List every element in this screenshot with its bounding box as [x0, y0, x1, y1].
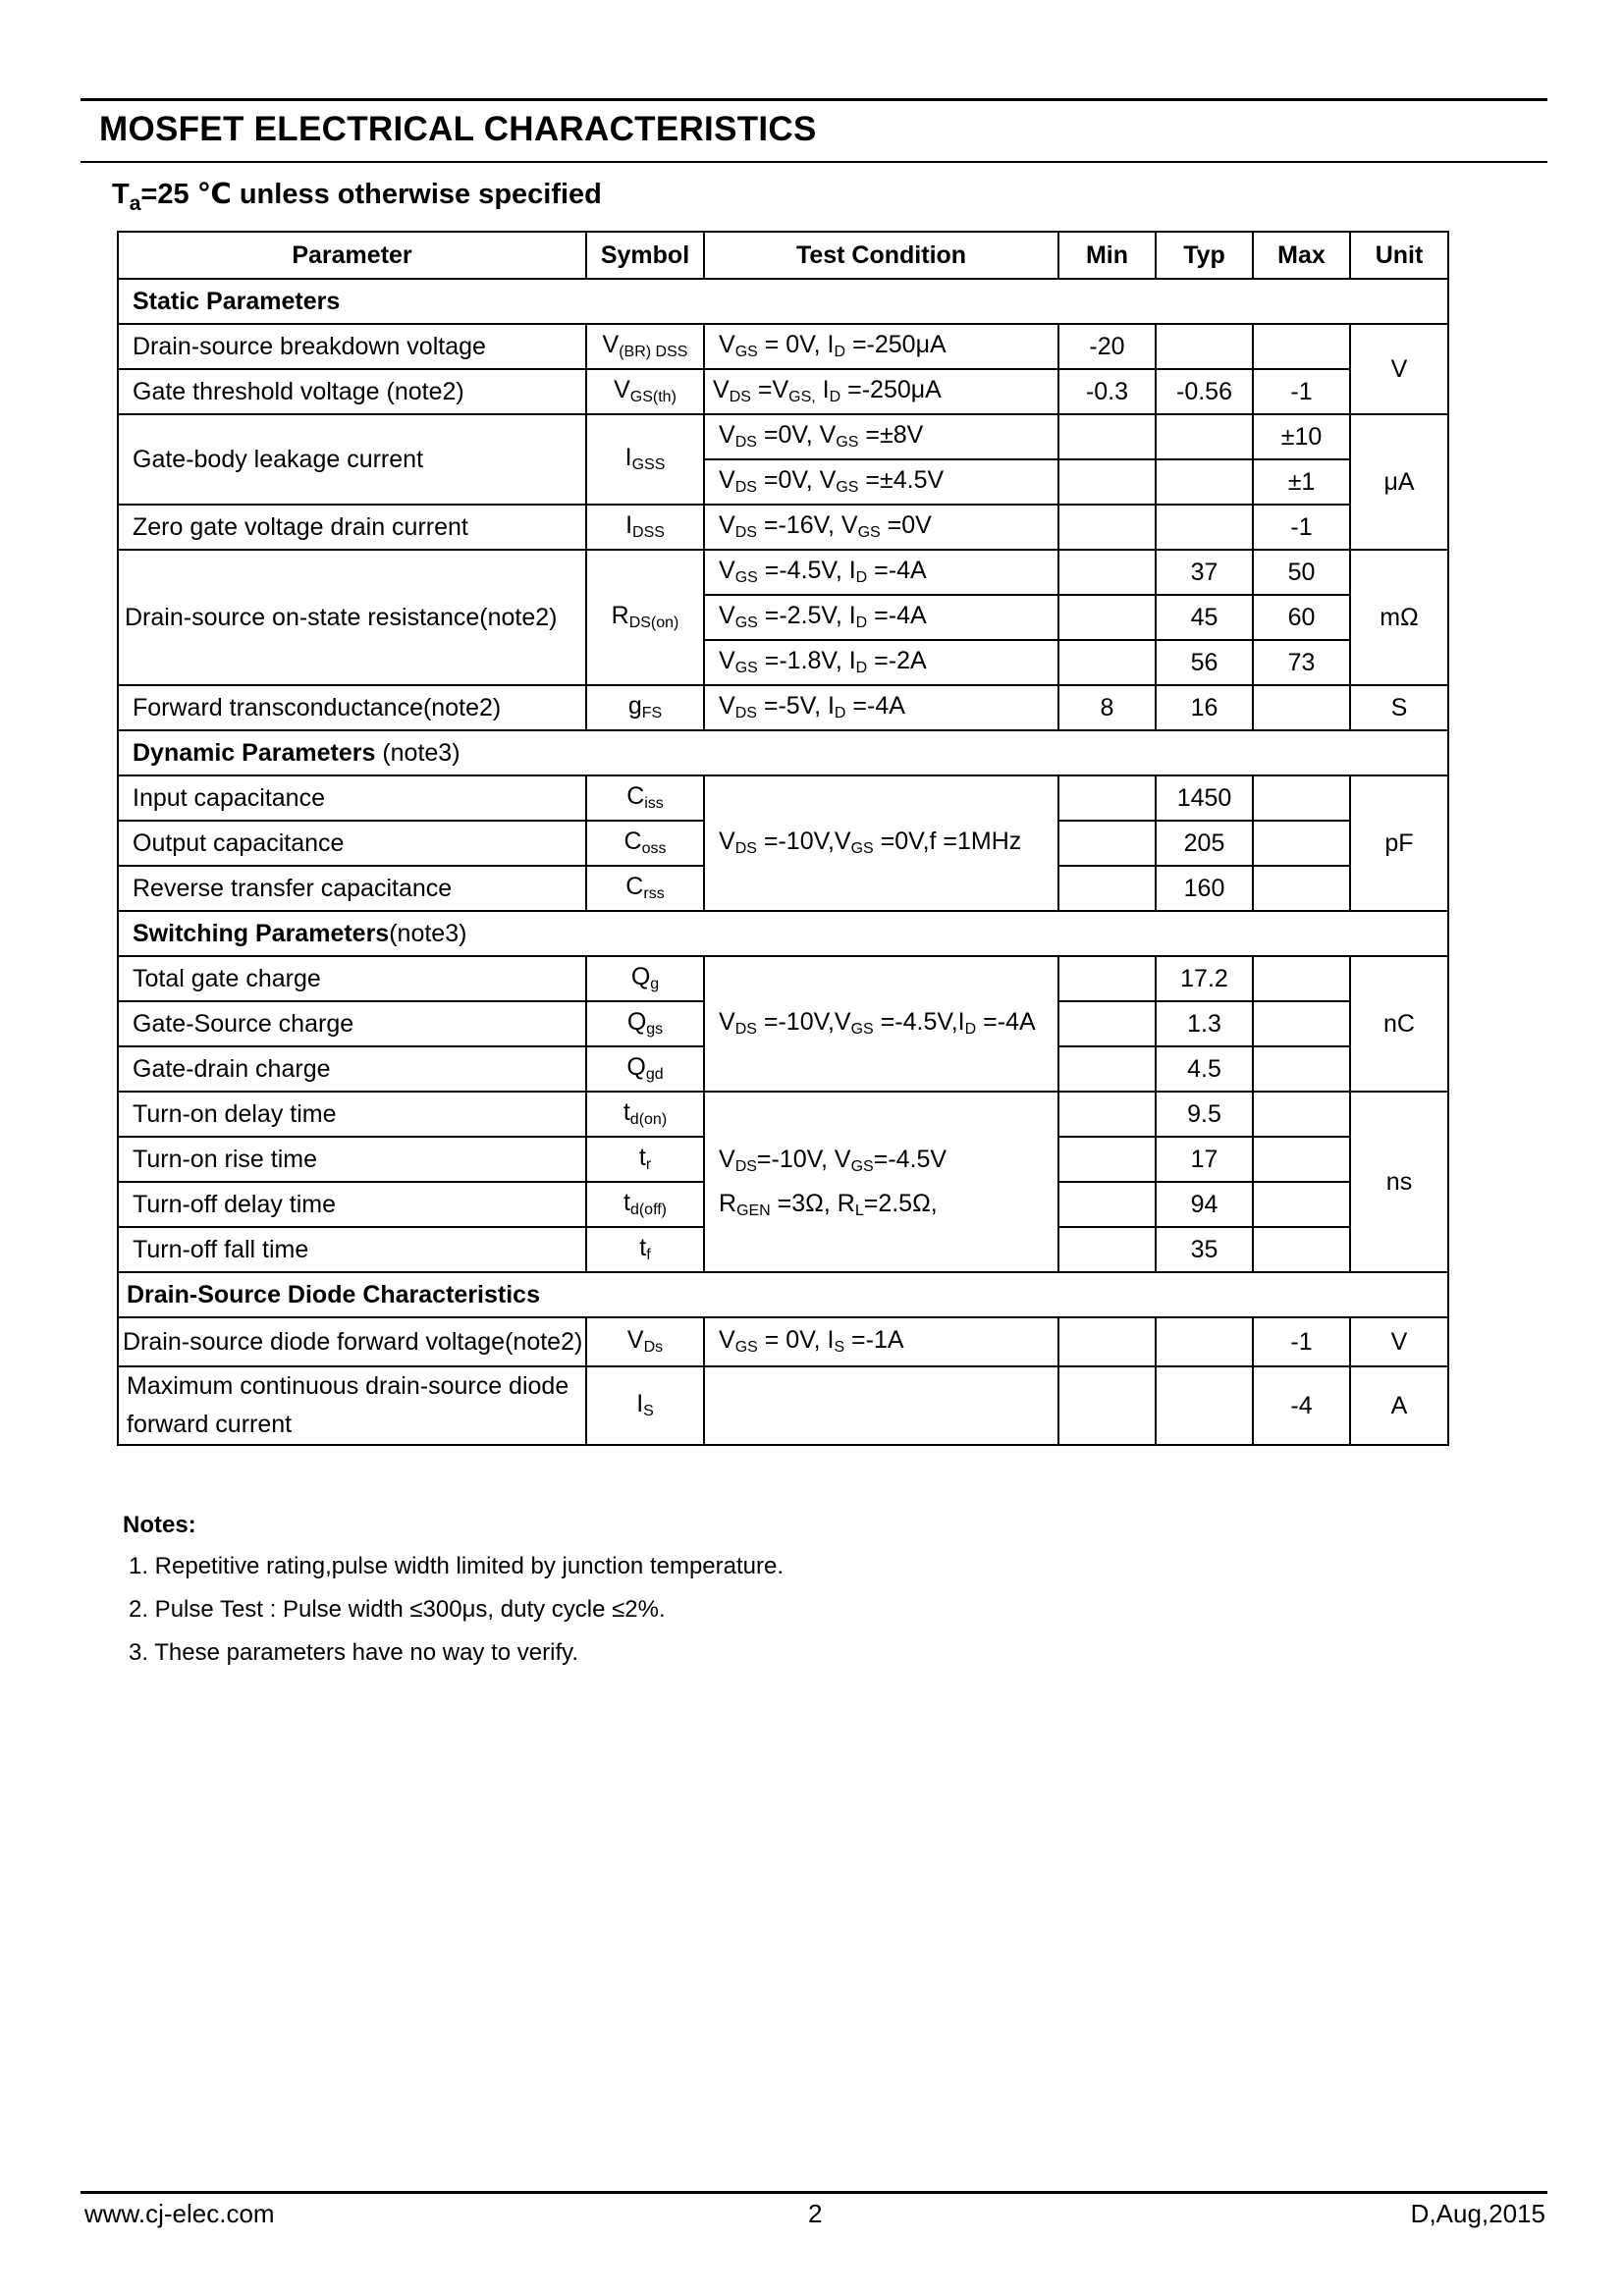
typ-cell: 17.2: [1156, 956, 1253, 1001]
max-cell: [1253, 821, 1350, 866]
param-cell: Turn-off fall time: [118, 1227, 586, 1272]
cond-main: V: [719, 1326, 735, 1355]
param-cell: Maximum continuous drain-source diode forward current: [118, 1366, 586, 1445]
max-cell: [1253, 866, 1350, 911]
cond-sub: GS: [857, 524, 881, 542]
cond-sub: L: [854, 1202, 864, 1219]
section-switching-title: Switching Parameters: [133, 919, 390, 947]
cond-sub: DS: [734, 1021, 757, 1039]
sym-sub: S: [643, 1402, 654, 1419]
cond-text: =-250μA: [845, 331, 947, 359]
sym-sub: f: [646, 1247, 651, 1264]
condition-cell: [704, 369, 1058, 414]
sym-sub: FS: [641, 705, 663, 722]
sym-main: I: [625, 511, 633, 540]
max-cell: [1253, 1182, 1350, 1227]
section-switching: [118, 911, 1448, 956]
subtitle-t: T: [112, 179, 130, 210]
unit-cell: pF: [1350, 775, 1448, 911]
min-cell: [1058, 459, 1156, 505]
cond-sub: D: [964, 1021, 977, 1039]
section-dynamic-note: (note3): [375, 738, 460, 767]
unit-cell: V: [1350, 324, 1448, 414]
cond-sub: GS: [836, 434, 859, 452]
min-cell: [1058, 1366, 1156, 1445]
section-row: [118, 1272, 1448, 1317]
condition-cell: [704, 1092, 1058, 1272]
min-cell: [1058, 866, 1156, 911]
cond-text: =3Ω, R: [770, 1190, 855, 1217]
max-cell: [1253, 685, 1350, 730]
min-cell: -20: [1058, 324, 1156, 369]
cond-main: V: [719, 1008, 735, 1037]
cond-text: =-4A: [976, 1008, 1036, 1037]
col-header-symbol: Symbol: [586, 232, 704, 279]
min-cell: [1058, 414, 1156, 459]
cond-main: V: [719, 647, 735, 675]
param-cell: Turn-on delay time: [118, 1092, 586, 1137]
typ-cell: 9.5: [1156, 1092, 1253, 1137]
subtitle-sub: a: [129, 191, 141, 215]
cond-sub: DS: [734, 1158, 757, 1175]
symbol-cell: [586, 324, 704, 369]
cond-text: =-4A: [845, 692, 905, 721]
max-cell: ±10: [1253, 414, 1350, 459]
sym-sub: d(off): [629, 1201, 667, 1219]
table-row: [118, 505, 1448, 550]
typ-cell: [1156, 1317, 1253, 1366]
cond-sub: GEN: [736, 1202, 771, 1219]
table-header-row: [118, 232, 1448, 279]
typ-cell: 35: [1156, 1227, 1253, 1272]
typ-cell: 16: [1156, 685, 1253, 730]
symbol-cell: [586, 1137, 704, 1182]
col-header-max: Max: [1253, 232, 1350, 279]
sym-main: I: [636, 1389, 644, 1417]
section-switching-note: (note3): [389, 919, 467, 947]
unit-cell: A: [1350, 1366, 1448, 1445]
typ-cell: [1156, 459, 1253, 505]
typ-cell: 4.5: [1156, 1046, 1253, 1092]
unit-cell: nC: [1350, 956, 1448, 1092]
param-cell: Gate threshold voltage (note2): [118, 369, 586, 414]
table-row: [118, 550, 1448, 595]
symbol-cell: [586, 414, 704, 505]
min-cell: [1058, 595, 1156, 640]
condition-cell: [704, 1317, 1058, 1366]
cond-text: =-4.5V: [873, 1146, 947, 1173]
max-cell: [1253, 324, 1350, 369]
top-rule: [81, 98, 1547, 101]
condition-cell: [704, 505, 1058, 550]
sym-main: Q: [626, 1008, 647, 1037]
sym-sub: DSS: [632, 524, 665, 542]
unit-cell: ns: [1350, 1092, 1448, 1272]
symbol-cell: [586, 550, 704, 685]
table-row: [118, 324, 1448, 369]
condition-cell: [704, 640, 1058, 685]
symbol-cell: [586, 775, 704, 821]
param-cell: Zero gate voltage drain current: [118, 505, 586, 550]
cond-text: =±4.5V: [858, 466, 945, 495]
cond-text: = 0V,: [757, 1326, 828, 1355]
sym-sub: r: [645, 1156, 652, 1174]
min-cell: [1058, 1092, 1156, 1137]
min-cell: [1058, 1001, 1156, 1046]
min-cell: 8: [1058, 685, 1156, 730]
cond-sub: D: [855, 660, 868, 677]
min-cell: [1058, 505, 1156, 550]
typ-cell: 37: [1156, 550, 1253, 595]
section-static: Static Parameters: [118, 279, 1448, 324]
cond-sub: DS: [734, 434, 757, 452]
cond-main: I: [827, 1326, 835, 1355]
cond-main: V: [713, 376, 730, 404]
cond-sub: D: [855, 569, 868, 587]
sym-sub: GSS: [631, 456, 666, 474]
cond-main: V: [719, 331, 735, 359]
symbol-cell: [586, 956, 704, 1001]
cond-text: =-4A: [867, 602, 927, 630]
min-cell: [1058, 821, 1156, 866]
cond-text: =-1.8V,: [757, 647, 849, 675]
cond-sub: D: [829, 389, 841, 406]
cond-sub: GS,: [788, 389, 816, 406]
cond-text: =-4.5V,I: [873, 1008, 965, 1037]
typ-cell: 56: [1156, 640, 1253, 685]
param-cell: Reverse transfer capacitance: [118, 866, 586, 911]
max-cell: -1: [1253, 369, 1350, 414]
cond-sub: DS: [729, 389, 751, 406]
typ-cell: 1.3: [1156, 1001, 1253, 1046]
condition-cell: [704, 324, 1058, 369]
footer-website: www.cj-elec.com: [84, 2199, 275, 2228]
symbol-cell: [586, 369, 704, 414]
min-cell: [1058, 775, 1156, 821]
cond-sub: GS: [850, 1021, 874, 1039]
condition-cell: [704, 685, 1058, 730]
cond-main: V: [719, 1146, 735, 1173]
sym-sub: GS(th): [629, 389, 677, 406]
max-cell: 60: [1253, 595, 1350, 640]
max-cell: -1: [1253, 1317, 1350, 1366]
cond-main: V: [719, 421, 735, 450]
notes-heading: Notes:: [123, 1512, 196, 1538]
cond-text: [816, 376, 823, 403]
sym-sub: g: [650, 976, 660, 993]
cond-text: =±8V: [858, 421, 924, 450]
section-row: [118, 911, 1448, 956]
sym-main: g: [627, 692, 642, 721]
sym-main: t: [623, 1098, 630, 1127]
table-row: [118, 1317, 1448, 1366]
cond-sub: D: [834, 705, 846, 722]
symbol-cell: [586, 685, 704, 730]
cond-main: V: [819, 466, 837, 495]
footer-rule: [81, 2191, 1547, 2194]
cond-text: =-10V,V: [756, 828, 851, 856]
typ-cell: [1156, 505, 1253, 550]
table-row: [118, 685, 1448, 730]
typ-cell: -0.56: [1156, 369, 1253, 414]
cond-main: I: [848, 647, 856, 675]
cond-sub: GS: [734, 660, 758, 677]
max-cell: [1253, 956, 1350, 1001]
cond-sub: GS: [836, 479, 859, 497]
min-cell: [1058, 956, 1156, 1001]
cond-main: V: [819, 421, 837, 450]
sym-main: R: [611, 602, 629, 630]
typ-cell: 45: [1156, 595, 1253, 640]
col-header-parameter: Parameter: [118, 232, 586, 279]
param-cell: Gate-drain charge: [118, 1046, 586, 1092]
max-cell: [1253, 1092, 1350, 1137]
cond-main: I: [827, 692, 835, 721]
cond-text: =0V,: [756, 466, 820, 495]
cond-text: =-5V,: [756, 692, 828, 721]
cond-text: =-4.5V,: [757, 557, 849, 585]
sym-sub: Ds: [643, 1339, 664, 1357]
note-item: 2. Pulse Test : Pulse width ≤300μs, duty cycle ≤2%.: [129, 1596, 666, 1623]
note-item: 1. Repetitive rating,pulse width limited by junction temperature.: [129, 1553, 785, 1579]
cond-main: I: [848, 557, 856, 585]
unit-cell: S: [1350, 685, 1448, 730]
symbol-cell: [586, 1182, 704, 1227]
max-cell: 50: [1253, 550, 1350, 595]
sym-main: I: [624, 444, 632, 472]
cond-main: R: [719, 1190, 737, 1217]
condition-cell: [704, 550, 1058, 595]
footer-page-number: 2: [808, 2199, 823, 2228]
cond-main: I: [848, 602, 856, 630]
sym-main: t: [638, 1144, 646, 1172]
sym-main: V: [614, 376, 630, 404]
section-dynamic: [118, 730, 1448, 775]
symbol-cell: [586, 866, 704, 911]
param-cell: Forward transconductance(note2): [118, 685, 586, 730]
footer-revision: D,Aug,2015: [1410, 2199, 1545, 2228]
section-row: [118, 730, 1448, 775]
max-cell: -1: [1253, 505, 1350, 550]
symbol-cell: [586, 1001, 704, 1046]
cond-text: =-16V,: [756, 511, 841, 540]
symbol-cell: [586, 1092, 704, 1137]
sym-sub: rss: [643, 885, 665, 903]
min-cell: [1058, 550, 1156, 595]
cond-main: V: [719, 602, 735, 630]
title-underline: [81, 161, 1547, 163]
condition-cell: [704, 414, 1058, 459]
cond-main: I: [822, 376, 830, 404]
cond-text: =-250μA: [840, 376, 942, 404]
condition-cell: [704, 595, 1058, 640]
symbol-cell: [586, 1227, 704, 1272]
sym-sub: oss: [641, 840, 667, 858]
min-cell: -0.3: [1058, 369, 1156, 414]
cond-text: =0V,: [756, 421, 820, 450]
note-item: 3. These parameters have no way to verify.: [129, 1639, 579, 1666]
max-cell: ±1: [1253, 459, 1350, 505]
condition-cell: [704, 956, 1058, 1092]
section-diode: Drain-Source Diode Characteristics: [118, 1272, 1448, 1317]
cond-sub: GS: [734, 569, 758, 587]
cond-sub: DS: [734, 705, 757, 722]
param-cell: Turn-off delay time: [118, 1182, 586, 1227]
condition-cell: [704, 1366, 1058, 1445]
cond-main: I: [827, 331, 835, 359]
sym-sub: gd: [645, 1066, 664, 1084]
typ-cell: [1156, 414, 1253, 459]
cond-text: =V: [750, 376, 789, 404]
symbol-cell: [586, 505, 704, 550]
cond-text: =-2.5V,: [757, 602, 849, 630]
cond-main: V: [719, 511, 735, 540]
max-cell: [1253, 1137, 1350, 1182]
cond-sub: DS: [734, 840, 757, 858]
sym-main: Q: [626, 1053, 646, 1082]
sym-main: t: [623, 1189, 630, 1217]
col-header-min: Min: [1058, 232, 1156, 279]
sym-main: t: [639, 1234, 647, 1262]
typ-cell: [1156, 1366, 1253, 1445]
param-cell: Turn-on rise time: [118, 1137, 586, 1182]
symbol-cell: [586, 1317, 704, 1366]
param-cell: Drain-source on-state resistance(note2): [118, 550, 586, 685]
cond-text: =-1A: [844, 1326, 904, 1355]
condition-cell: [704, 459, 1058, 505]
typ-cell: 205: [1156, 821, 1253, 866]
cond-sub: D: [834, 344, 845, 361]
unit-cell: mΩ: [1350, 550, 1448, 685]
cond-sub: GS: [734, 614, 758, 632]
max-cell: [1253, 1227, 1350, 1272]
unit-cell: μA: [1350, 414, 1448, 550]
cond-sub: D: [855, 614, 868, 632]
table-row: [118, 369, 1448, 414]
cond-text: =2.5Ω,: [863, 1190, 938, 1217]
cond-main: V: [719, 828, 735, 856]
typ-cell: 1450: [1156, 775, 1253, 821]
table-row: [118, 1092, 1448, 1137]
min-cell: [1058, 1227, 1156, 1272]
cond-text: =-10V,V: [756, 1008, 851, 1037]
cond-main: V: [719, 466, 735, 495]
col-header-typ: Typ: [1156, 232, 1253, 279]
param-cell: Gate-body leakage current: [118, 414, 586, 505]
param-cell: Total gate charge: [118, 956, 586, 1001]
sym-sub: DS(on): [628, 614, 679, 632]
table-row: [118, 1366, 1448, 1445]
cond-sub: DS: [734, 479, 757, 497]
cond-sub: GS: [734, 1339, 758, 1357]
max-cell: 73: [1253, 640, 1350, 685]
table-row: [118, 775, 1448, 821]
section-dynamic-title: Dynamic Parameters: [133, 738, 376, 767]
min-cell: [1058, 1137, 1156, 1182]
notes-section: [123, 1512, 784, 1682]
typ-cell: 160: [1156, 866, 1253, 911]
cond-sub: GS: [734, 344, 758, 361]
sym-sub: iss: [644, 795, 664, 813]
max-cell: [1253, 1046, 1350, 1092]
sym-main: Q: [630, 963, 651, 991]
condition-subtitle: [112, 177, 602, 216]
min-cell: [1058, 640, 1156, 685]
typ-cell: [1156, 324, 1253, 369]
table-row: [118, 956, 1448, 1001]
condition-cell: [704, 775, 1058, 911]
typ-cell: 17: [1156, 1137, 1253, 1182]
col-header-unit: Unit: [1350, 232, 1448, 279]
sym-main: C: [626, 782, 645, 811]
subtitle-rest: =25 ℃ unless otherwise specified: [140, 179, 602, 210]
sym-main: C: [625, 873, 644, 901]
unit-cell: V: [1350, 1317, 1448, 1366]
section-row: [118, 279, 1448, 324]
col-header-test-condition: Test Condition: [704, 232, 1058, 279]
symbol-cell: [586, 821, 704, 866]
param-cell: Drain-source diode forward voltage(note2): [118, 1317, 586, 1366]
symbol-cell: [586, 1366, 704, 1445]
cond-sub: DS: [734, 524, 757, 542]
cond-sub: GS: [850, 840, 874, 858]
table-row: [118, 414, 1448, 459]
cond-main: V: [719, 557, 735, 585]
max-cell: -4: [1253, 1366, 1350, 1445]
cond-sub: S: [834, 1339, 845, 1357]
cond-main: V: [840, 511, 858, 540]
sym-sub: (BR) DSS: [619, 344, 688, 361]
cond-text: = 0V,: [757, 331, 828, 359]
sym-sub: d(on): [629, 1111, 668, 1129]
page-title: MOSFET ELECTRICAL CHARACTERISTICS: [99, 110, 817, 148]
max-cell: [1253, 1001, 1350, 1046]
characteristics-table: [117, 231, 1449, 1446]
sym-main: C: [623, 828, 642, 856]
typ-cell: 94: [1156, 1182, 1253, 1227]
cond-main: V: [719, 692, 735, 721]
sym-sub: gs: [646, 1021, 664, 1039]
cond-text: =-2A: [867, 647, 927, 675]
cond-text: =-10V, V: [756, 1146, 851, 1173]
sym-main: V: [626, 1326, 644, 1355]
min-cell: [1058, 1182, 1156, 1227]
cond-sub: GS: [850, 1158, 874, 1175]
param-cell: Drain-source breakdown voltage: [118, 324, 586, 369]
param-cell: Output capacitance: [118, 821, 586, 866]
sym-main: V: [602, 331, 620, 359]
min-cell: [1058, 1317, 1156, 1366]
param-cell: Gate-Source charge: [118, 1001, 586, 1046]
param-cell: Input capacitance: [118, 775, 586, 821]
cond-text: =-4A: [867, 557, 927, 585]
cond-text: =0V,f =1MHz: [873, 828, 1022, 856]
max-cell: [1253, 775, 1350, 821]
min-cell: [1058, 1046, 1156, 1092]
cond-text: =0V: [880, 511, 932, 540]
symbol-cell: [586, 1046, 704, 1092]
